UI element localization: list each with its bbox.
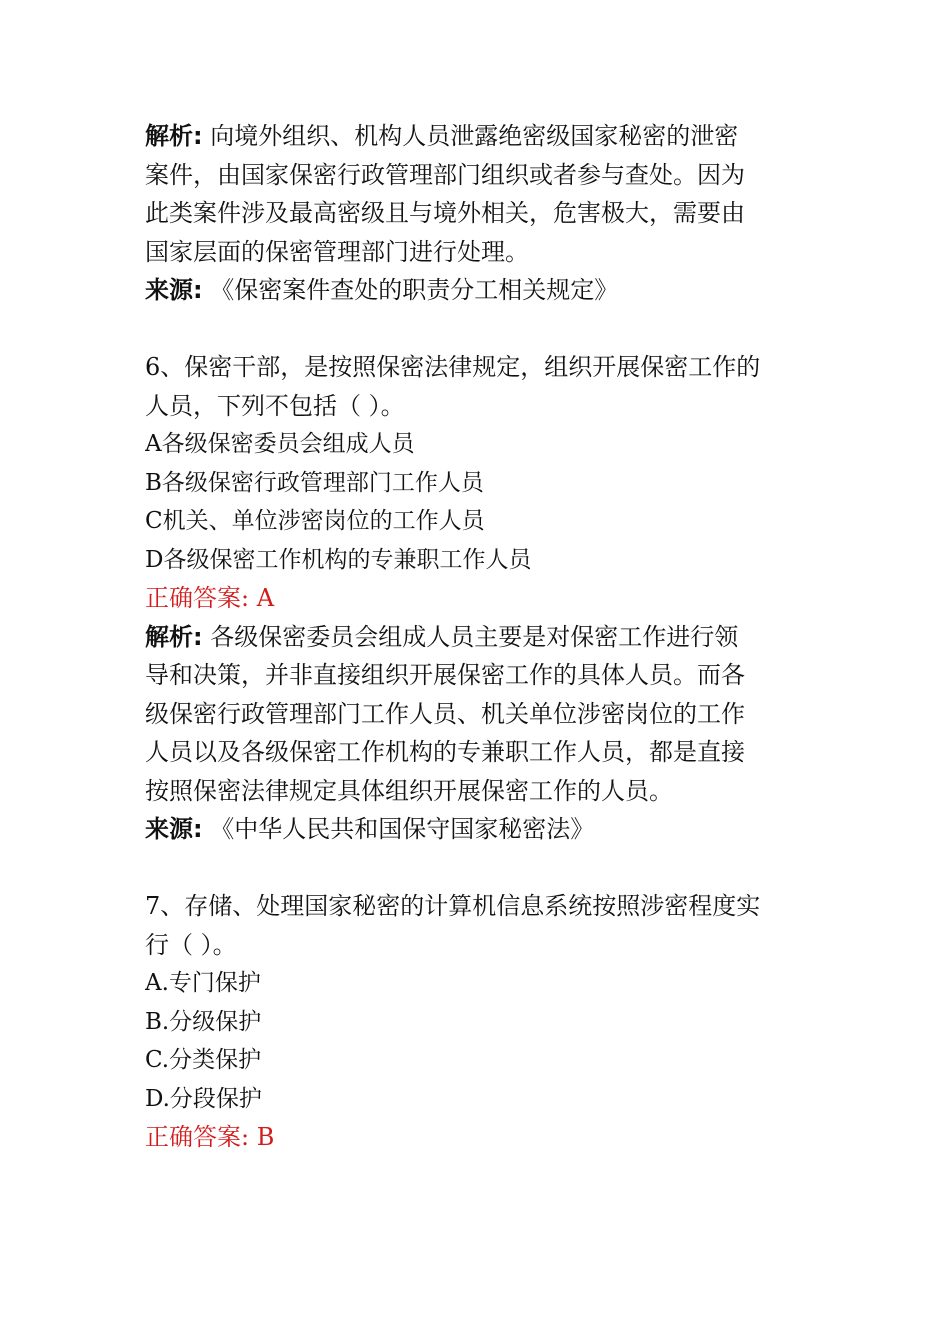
source-label: 来源:: [145, 815, 203, 843]
analysis-line: 此类案件涉及最高密级且与境外相关，危害极大，需要由: [145, 199, 745, 227]
option-d: D各级保密工作机构的专兼职工作人员: [145, 546, 532, 573]
option-a: A各级保密委员会组成人员: [145, 431, 415, 457]
analysis-line: 案件，由国家保密行政管理部门组织或者参与查处。因为: [145, 160, 745, 189]
analysis-label: 解析:: [145, 122, 203, 150]
question-line: 人员，下列不包括（ ）。: [145, 391, 405, 420]
source-text: 《保密案件查处的职责分工相关规定》: [210, 276, 619, 304]
question-line: 6、保密干部，是按照保密法律规定，组织开展保密工作的: [145, 353, 761, 381]
source-label: 来源:: [145, 276, 203, 304]
analysis-line: 人员以及各级保密工作机构的专兼职工作人员，都是直接: [145, 738, 745, 766]
analysis-line: 解析: 各级保密委员会组成人员主要是对保密工作进行领: [145, 622, 739, 651]
correct-answer: 正确答案: A: [145, 584, 275, 612]
option-c: C机关、单位涉密岗位的工作人员: [145, 508, 485, 534]
question-line: 行（ ）。: [145, 930, 237, 959]
analysis-line: 按照保密法律规定具体组织开展保密工作的人员。: [145, 776, 673, 805]
analysis-line: 导和决策，并非直接组织开展保密工作的具体人员。而各: [145, 661, 745, 689]
source-line: [145, 810, 805, 849]
option-c: C.分类保护: [145, 1047, 262, 1073]
question-line: 7、存储、处理国家秘密的计算机信息系统按照涉密程度实: [145, 892, 761, 920]
document-page: [145, 117, 805, 1157]
analysis-label: 解析:: [145, 622, 203, 651]
analysis-line: 级保密行政管理部门工作人员、机关单位涉密岗位的工作: [145, 699, 745, 728]
spacer: [145, 310, 805, 349]
option-b: B.分级保护: [145, 1008, 262, 1035]
analysis-line: 国家层面的保密管理部门进行处理。: [145, 237, 529, 266]
spacer: [145, 849, 805, 888]
analysis-line: 解析: 向境外组织、机构人员泄露绝密级国家秘密的泄密: [145, 122, 739, 150]
option-d: D.分段保护: [145, 1085, 262, 1112]
correct-answer: 正确答案: B: [145, 1123, 275, 1151]
option-b: B各级保密行政管理部门工作人员: [145, 469, 484, 496]
source-text: 《中华人民共和国保守国家秘密法》: [210, 815, 595, 843]
source-line: [145, 271, 805, 310]
option-a: A.专门保护: [145, 970, 261, 996]
